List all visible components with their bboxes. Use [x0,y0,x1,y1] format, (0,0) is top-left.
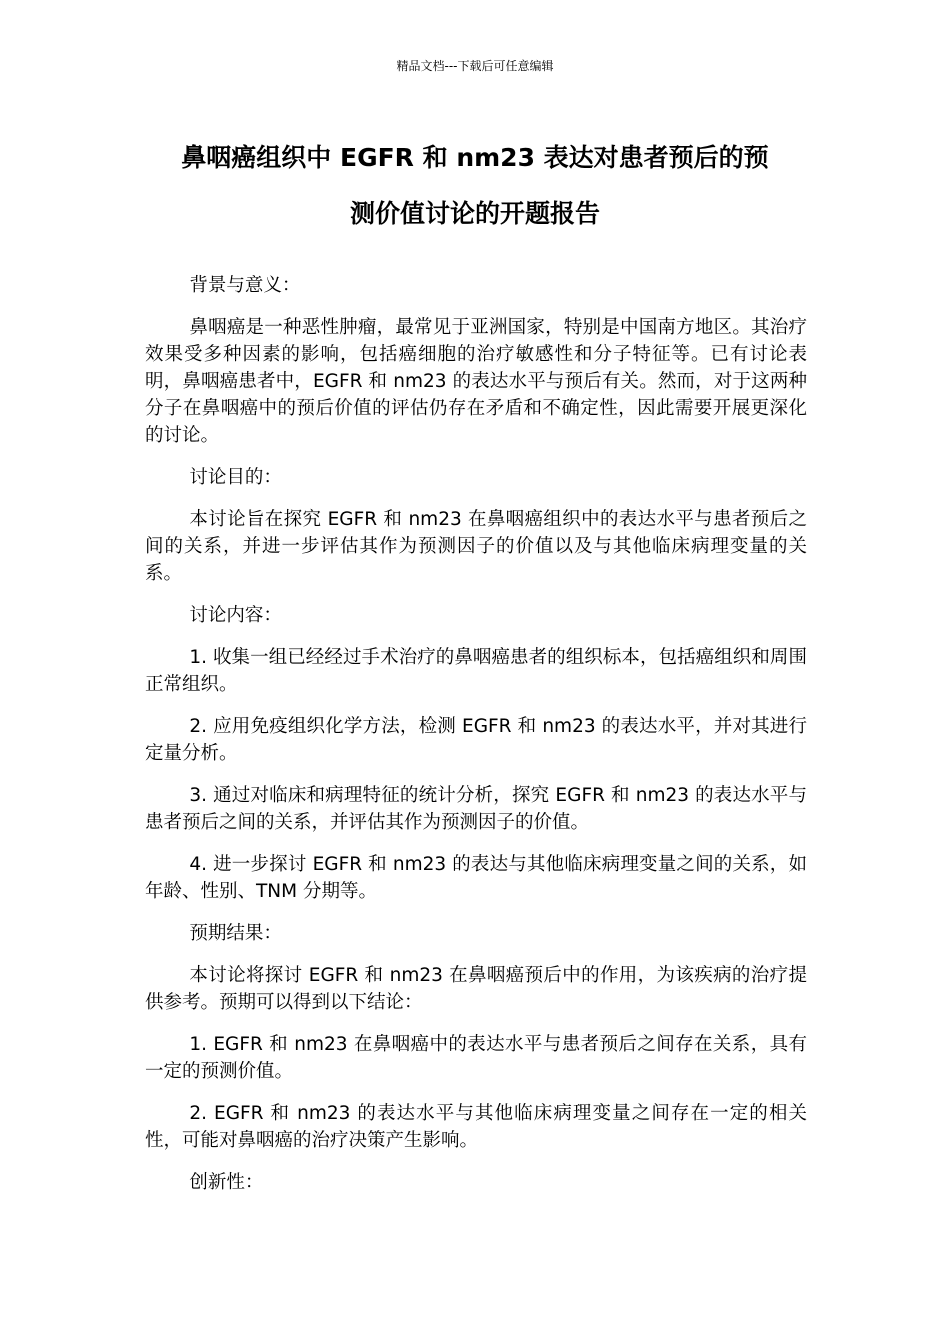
paragraph-purpose: 本讨论旨在探究 EGFR 和 nm23 在鼻咽癌组织中的表达水平与患者预后之间的关系，并进一步评估其作为预测因子的价值以及与其他临床病理变量的关系。 [145,509,807,584]
document-title [145,130,805,242]
list-item-content-1: 1. 收集一组已经经过手术治疗的鼻咽癌患者的组织标本，包括癌组织和周围正常组织。 [145,647,807,695]
paragraph-expected-results: 本讨论将探讨 EGFR 和 nm23 在鼻咽癌预后中的作用，为该疾病的治疗提供参考。预期可以得到以下结论： [145,965,807,1013]
paragraph-background: 鼻咽癌是一种恶性肿瘤，最常见于亚洲国家，特别是中国南方地区。其治疗效果受多种因素的影响，包括癌细胞的治疗敏感性和分子特征等。已有讨论表明，鼻咽癌患者中，EGFR 和 nm23 的表达水平与预后有关。然而，对于这两种分子在鼻咽癌中的预后价值的评估仍存在矛盾和不确定性，因此需要开展更深化的讨论。 [145,317,807,446]
document-body [145,272,807,1211]
list-item-result-2: 2. EGFR 和 nm23 的表达水平与其他临床病理变量之间存在一定的相关性，可能对鼻咽癌的治疗决策产生影响。 [145,1103,807,1151]
section-heading-expected-results: 预期结果： [189,923,282,944]
section-heading-purpose: 讨论目的： [189,467,282,488]
list-item-result-1: 1. EGFR 和 nm23 在鼻咽癌中的表达水平与患者预后之间存在关系，具有一定的预测价值。 [145,1034,807,1082]
section-heading-innovation: 创新性： [189,1172,264,1193]
list-item-content-4: 4. 进一步探讨 EGFR 和 nm23 的表达与其他临床病理变量之间的关系，如年龄、性别、TNM 分期等。 [145,854,807,902]
list-item-content-3: 3. 通过对临床和病理特征的统计分析，探究 EGFR 和 nm23 的表达水平与患者预后之间的关系，并评估其作为预测因子的价值。 [145,785,807,833]
document-title-line-2: 测价值讨论的开题报告 [349,199,600,228]
list-item-content-2: 2. 应用免疫组织化学方法，检测 EGFR 和 nm23 的表达水平，并对其进行定量分析。 [145,716,807,764]
document-title-line-1: 鼻咽癌组织中 EGFR 和 nm23 表达对患者预后的预 [181,143,769,172]
section-heading-background: 背景与意义： [189,275,301,296]
section-heading-content: 讨论内容： [189,605,282,626]
page-header: 精品文档---下载后可任意编辑 [396,59,554,73]
